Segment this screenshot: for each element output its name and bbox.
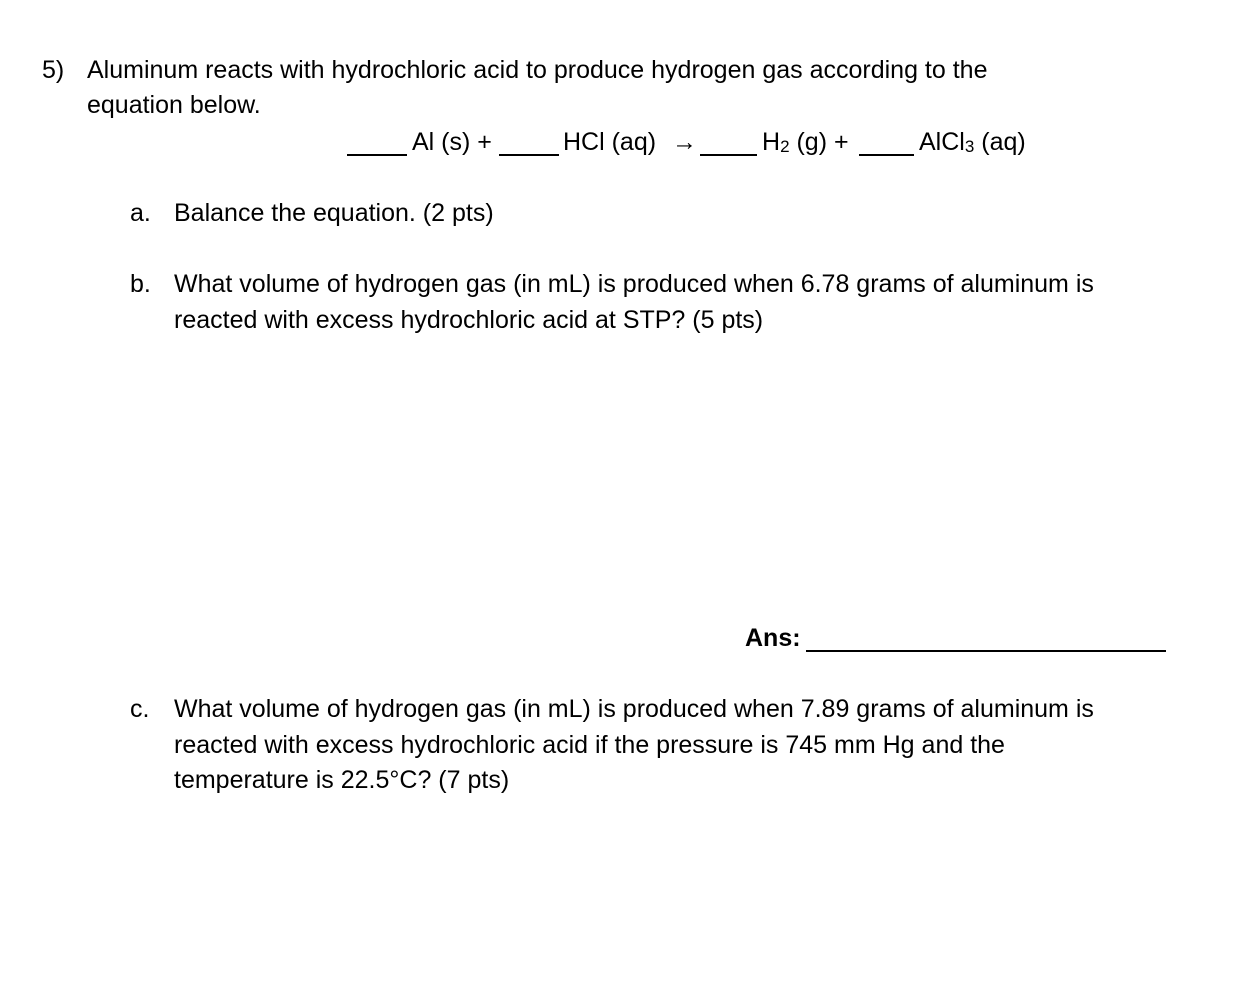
part-c-text-line1: What volume of hydrogen gas (in mL) is produced when 7.89 grams of aluminum is [174, 695, 1094, 723]
answer-label: Ans: [745, 624, 801, 652]
alcl3-subscript: 3 [964, 137, 975, 156]
question-prompt-line1: Aluminum reacts with hydrochloric acid to produce hydrogen gas according to the [87, 56, 988, 84]
question-prompt-line2: equation below. [87, 91, 261, 119]
coefficient-blank-hcl[interactable] [499, 154, 559, 156]
part-c-text-line2: reacted with excess hydrochloric acid if the pressure is 745 mm Hg and the [174, 731, 1005, 759]
coefficient-blank-al[interactable] [347, 154, 407, 156]
answer-blank-line[interactable] [806, 650, 1166, 652]
equation-term-al: Al (s) + [412, 128, 492, 156]
equation-term-h2 [762, 128, 849, 157]
h2-symbol: H [762, 128, 781, 156]
part-b-label: b. [130, 270, 151, 298]
h2-state: (g) + [789, 128, 849, 156]
part-c-text-line3: temperature is 22.5°C? (7 pts) [174, 766, 510, 794]
coefficient-blank-h2[interactable] [700, 154, 757, 156]
part-c-label: c. [130, 695, 150, 723]
part-b-text-line2: reacted with excess hydrochloric acid at STP? (5 pts) [174, 306, 764, 334]
question-number: 5) [42, 56, 65, 84]
alcl3-state: (aq) [974, 128, 1026, 156]
equation-term-alcl3 [919, 128, 1026, 157]
part-b-text-line1: What volume of hydrogen gas (in mL) is produced when 6.78 grams of aluminum is [174, 270, 1094, 298]
equation-term-hcl: HCl (aq) [563, 128, 657, 156]
h2-subscript: 2 [780, 137, 790, 156]
part-a-label: a. [130, 199, 151, 227]
alcl3-symbol: AlCl [919, 128, 965, 156]
reaction-arrow-icon: → [672, 128, 697, 156]
coefficient-blank-alcl3[interactable] [859, 154, 914, 156]
part-a-text: Balance the equation. (2 pts) [174, 199, 494, 227]
